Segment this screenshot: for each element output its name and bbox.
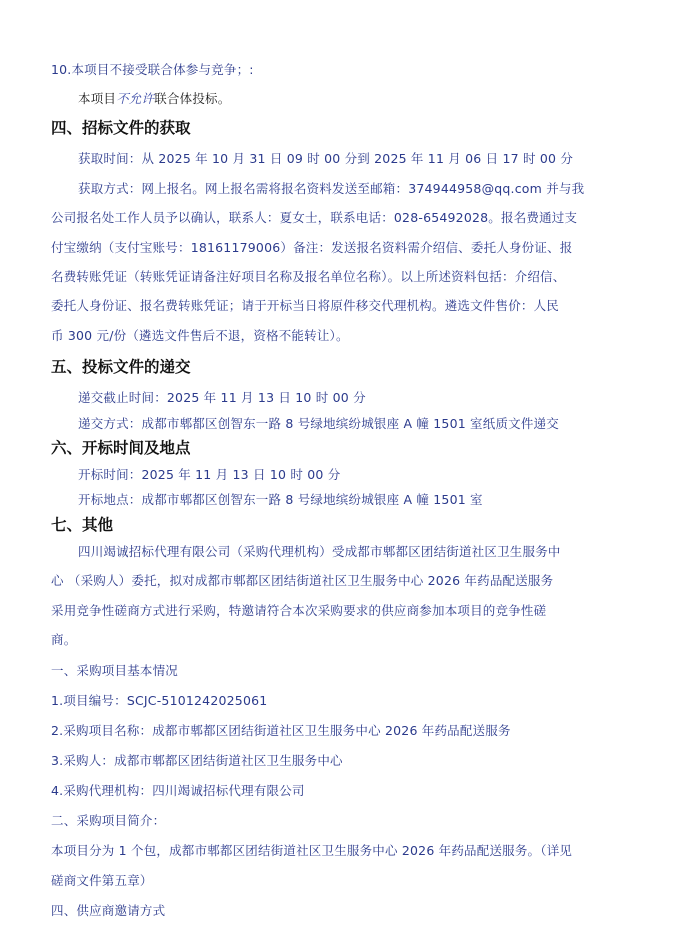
section-4-method-line: 委托人身份证、报名费转账凭证；请于开标当日将原件移交代理机构。遴选文件售价：人民 [51,298,560,313]
subsection-2-heading: 二、采购项目简介： [51,813,166,828]
brief-line: 磋商文件第五章） [51,873,153,888]
info-purchaser: 3.采购人：成都市郫都区团结街道社区卫生服务中心 [51,753,343,768]
subsection-4-heading: 四、供应商邀请方式 [51,903,166,918]
section-4-method-line: 付宝缴纳（支付宝账号：18161179006）备注：发送报名资料需介绍信、委托人身份证、报 [51,240,573,255]
section-4-method-line: 名费转账凭证（转账凭证请备注好项目名称及报名单位名称）。以上所述资料包括：介绍信、 [51,269,566,284]
section-4-heading: 四、招标文件的获取 [51,119,191,137]
section-4-method-line: 币 300 元/份（遴选文件售后不退，资格不能转让）。 [51,328,349,343]
brief-line: 本项目分为 1 个包，成都市郫都区团结街道社区卫生服务中心 2026 年药品配送服务。（详见 [51,843,573,858]
info-project-name: 2.采购项目名称：成都市郫都区团结街道社区卫生服务中心 2026 年药品配送服务 [51,723,511,738]
section-4-time: 获取时间：从 2025 年 10 月 31 日 09 时 00 分到 2025 年 11 月 06 日 17 时 00 分 [78,151,574,166]
section-5-method: 递交方式：成都市郫都区创智东一路 8 号绿地缤纷城银座 A 幢 1501 室纸质文件递交 [78,416,559,431]
section-7-intro-line: 四川竭诚招标代理有限公司（采购代理机构）受成都市郫都区团结街道社区卫生服务中 [78,544,561,559]
section-7-heading: 七、其他 [51,516,114,534]
subsection-1-heading: 一、采购项目基本情况 [51,663,179,678]
info-project-number: 1.项目编号：SCJC-5101242025061 [51,693,268,708]
section-6-time: 开标时间：2025 年 11 月 13 日 10 时 00 分 [78,467,341,482]
section-7-intro-line: 采用竞争性磋商方式进行采购，特邀请符合本次采购要求的供应商参加本项目的竞争性磋 [51,603,547,618]
section-4-method-line: 公司报名处工作人员予以确认，联系人：夏女士，联系电话：028-65492028。报名费通过支 [51,210,578,225]
section-4-method-line: 获取方式：网上报名。网上报名需将报名资料发送至邮箱：374944958@qq.com 并与我 [78,181,585,196]
item-10-prefix: 本项目 [78,91,117,106]
section-7-intro-line: 商。 [51,632,77,647]
section-7-intro-line: 心 （采购人）委托，拟对成都市郫都区团结街道社区卫生服务中心 2026 年药品配送服务 [51,573,554,588]
item-10-body [78,90,230,108]
section-5-heading: 五、投标文件的递交 [51,358,191,376]
item-10-title: 10.本项目不接受联合体参与竞争；: [51,62,254,77]
section-6-place: 开标地点：成都市郫都区创智东一路 8 号绿地缤纷城银座 A 幢 1501 室 [78,492,483,507]
item-10-emphasis: 不允许 [116,91,155,106]
section-6-heading: 六、开标时间及地点 [51,439,191,457]
item-10-suffix: 联合体投标。 [154,91,231,106]
info-agency: 4.采购代理机构：四川竭诚招标代理有限公司 [51,783,305,798]
section-5-deadline: 递交截止时间：2025 年 11 月 13 日 10 时 00 分 [78,390,366,405]
